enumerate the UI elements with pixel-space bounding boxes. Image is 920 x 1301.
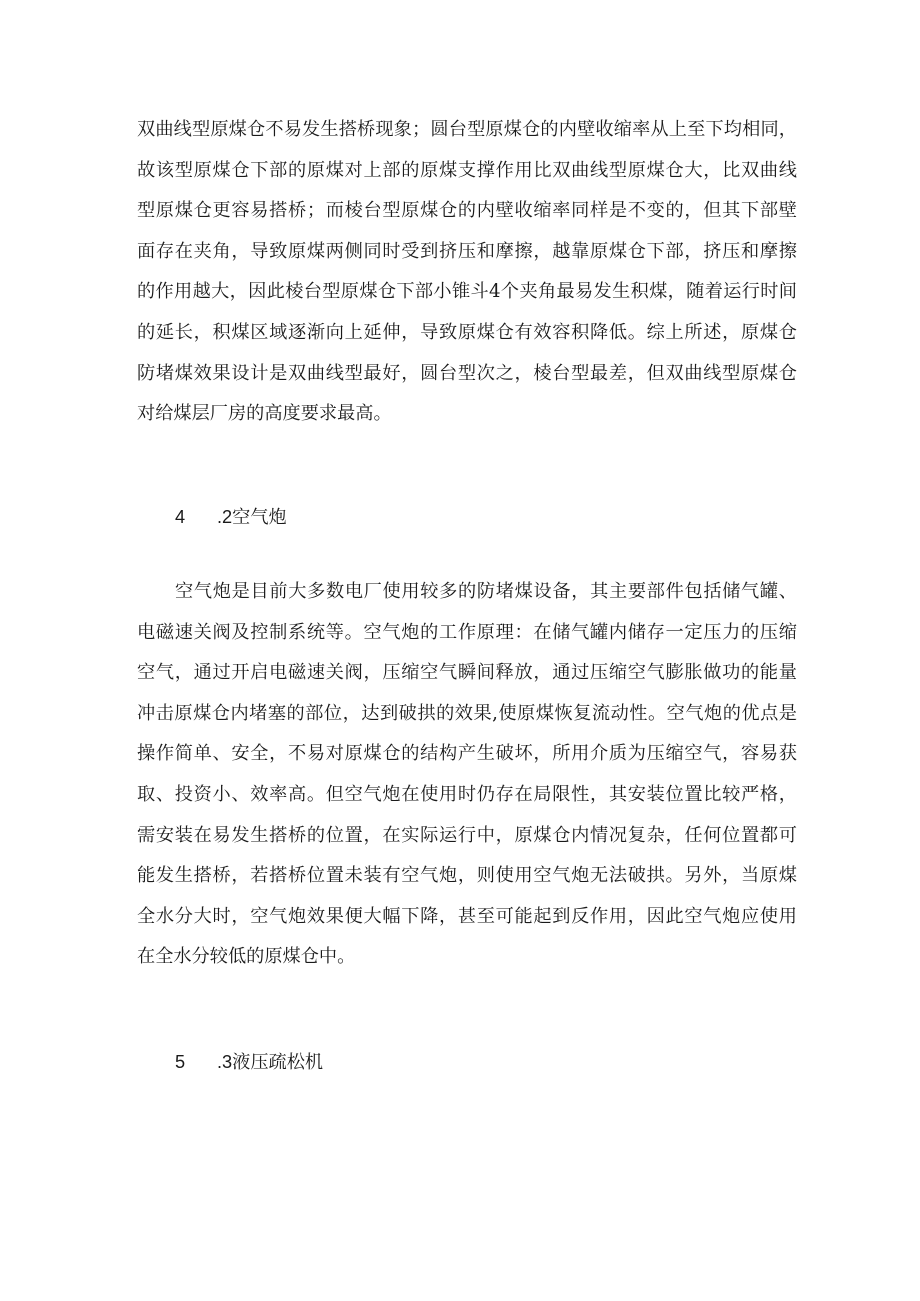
text-line: 型原煤仓更容易搭桥；而棱台型原煤仓的内壁收缩率同样是不变的，但其下部壁 xyxy=(137,200,797,222)
text-line: 冲击原煤仓内堵塞的部位，达到破拱的效果,使原煤恢复流动性。空气炮的优点是 xyxy=(137,702,797,724)
text-line: 空气，通过开启电磁速关阀，压缩空气瞬间释放，通过压缩空气膨胀做功的能量 xyxy=(137,662,797,684)
text-line: 防堵煤效果设计是双曲线型最好，圆台型次之，棱台型最差，但双曲线型原煤仓 xyxy=(137,362,797,384)
text-line: 操作简单、安全，不易对原煤仓的结构产生破坏，所用介质为压缩空气，容易获 xyxy=(137,743,797,765)
text-line: 需安装在易发生搭桥的位置，在实际运行中，原煤仓内情况复杂，任何位置都可 xyxy=(137,824,797,846)
text-line: 故该型原煤仓下部的原煤对上部的原煤支撑作用比双曲线型原煤仓大，比双曲线 xyxy=(137,159,797,181)
section-number: 4 xyxy=(175,507,186,527)
paragraph-coal-bunker-comparison xyxy=(137,110,797,435)
section-heading-hydraulic-loosener xyxy=(175,1048,323,1077)
text-line: 全水分大时，空气炮效果便大幅下降，甚至可能起到反作用，因此空气炮应使用 xyxy=(137,905,797,927)
text-line: 面存在夹角，导致原煤两侧同时受到挤压和摩擦，越靠原煤仓下部，挤压和摩擦 xyxy=(137,240,797,262)
text-line: 空气炮是目前大多数电厂使用较多的防堵煤设备，其主要部件包括储气罐、 xyxy=(175,581,797,602)
text-line: 取、投资小、效率高。但空气炮在使用时仍存在局限性，其安装位置比较严格， xyxy=(137,783,797,805)
text-line: 双曲线型原煤仓不易发生搭桥现象；圆台型原煤仓的内壁收缩率从上至下均相同， xyxy=(137,119,797,140)
paragraph-air-cannon xyxy=(137,572,797,978)
text-line: 电磁速关阀及控制系统等。空气炮的工作原理：在储气罐内储存一定压力的压缩 xyxy=(137,621,797,643)
text-line: 对给煤层厂房的高度要求最高。 xyxy=(137,403,392,425)
section-number: 5 xyxy=(175,1052,186,1072)
section-title: .2空气炮 xyxy=(217,507,287,527)
text-line: 在全水分较低的原煤仓中。 xyxy=(137,946,356,968)
text-line: 能发生搭桥，若搭桥位置未装有空气炮，则使用空气炮无法破拱。另外，当原煤 xyxy=(137,865,797,887)
text-line: 的延长，积煤区域逐渐向上延伸，导致原煤仓有效容积降低。综上所述，原煤仓 xyxy=(137,321,797,343)
text-line: 的作用越大，因此棱台型原煤仓下部小锥斗4个夹角最易发生积煤，随着运行时间 xyxy=(137,281,797,303)
section-heading-air-cannon xyxy=(175,503,287,532)
section-title: .3液压疏松机 xyxy=(217,1052,324,1072)
